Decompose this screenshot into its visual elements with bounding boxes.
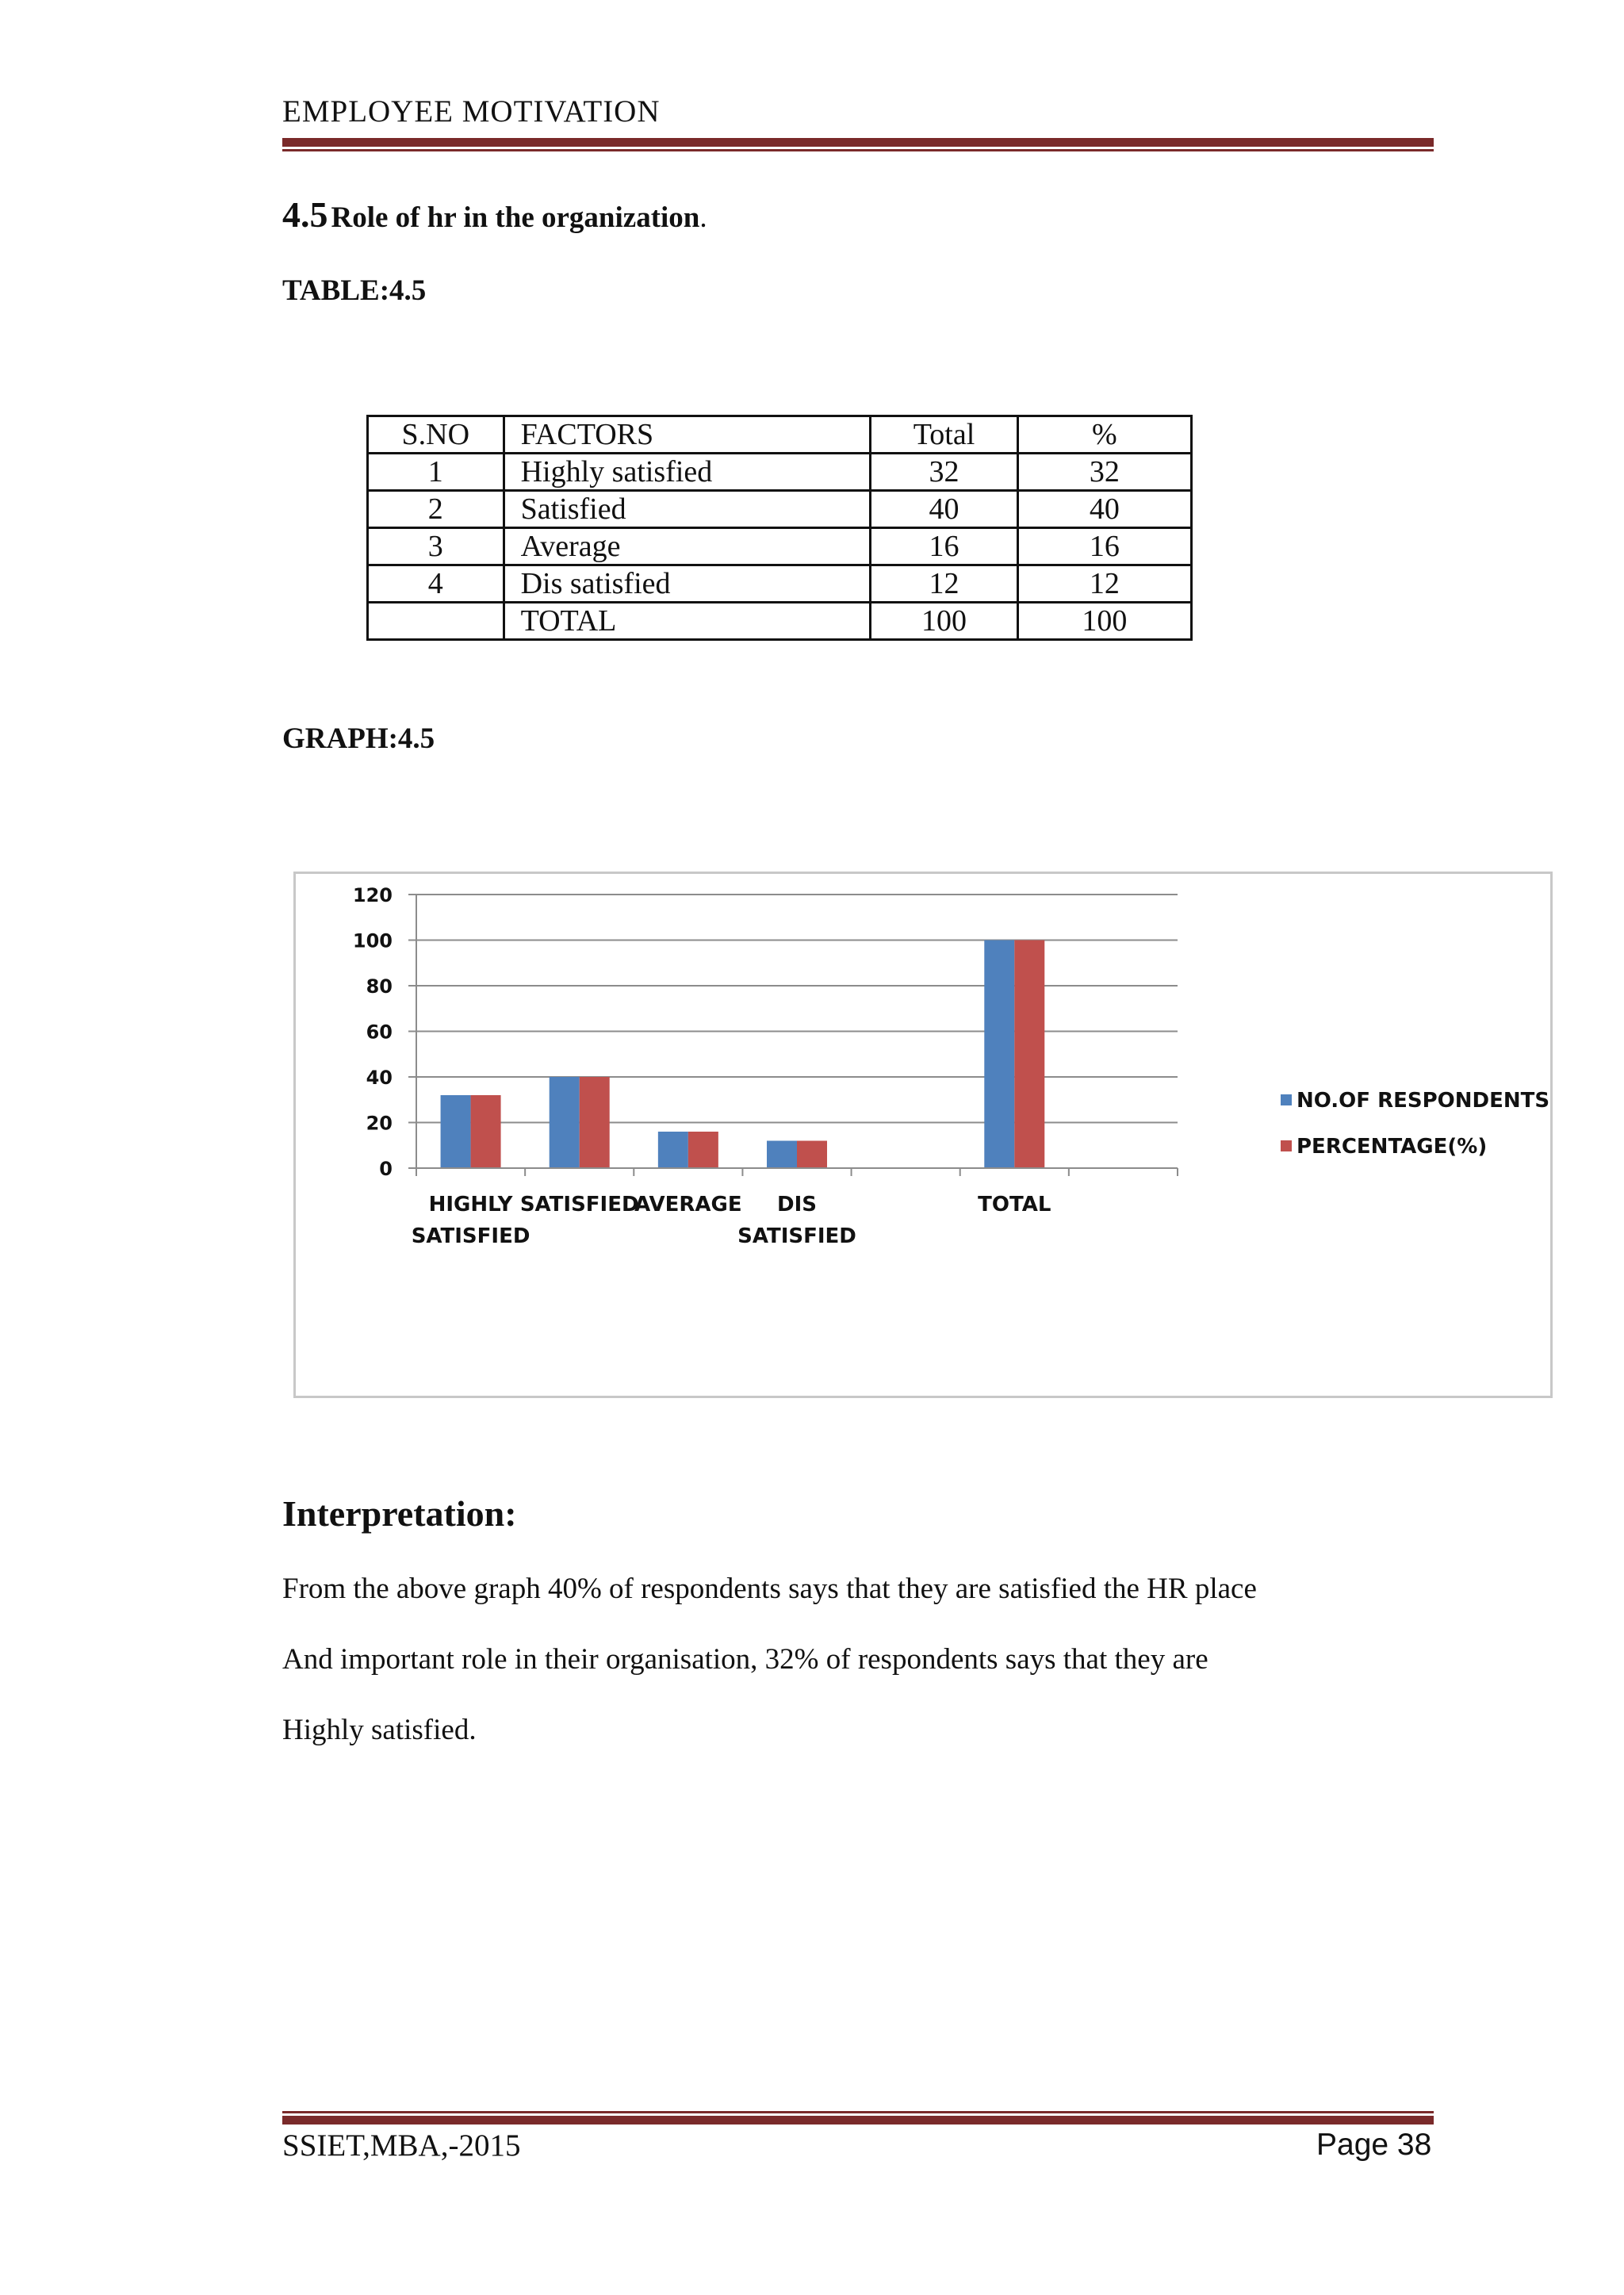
bar-respondents bbox=[441, 1095, 471, 1168]
y-tick-label: 40 bbox=[366, 1067, 393, 1089]
section-heading bbox=[282, 193, 707, 236]
legend-label: NO.OF RESPONDENTS bbox=[1297, 1089, 1550, 1113]
table-cell: Highly satisfied bbox=[504, 454, 871, 491]
bar-chart bbox=[296, 874, 1550, 1396]
x-tick-label: SATISFIED bbox=[411, 1224, 530, 1248]
bar-respondents bbox=[984, 941, 1014, 1169]
interpretation-line: And important role in their organisation, 32% of respondents says that they are bbox=[282, 1643, 1208, 1676]
bar-percentage bbox=[688, 1132, 718, 1168]
table-cell: 1 bbox=[368, 454, 504, 491]
table-cell: Average bbox=[504, 528, 871, 565]
section-number: 4.5 bbox=[282, 194, 328, 235]
y-tick-label: 120 bbox=[352, 884, 393, 906]
table-row bbox=[368, 528, 1192, 565]
chart-container bbox=[293, 872, 1553, 1398]
y-tick-label: 60 bbox=[366, 1021, 393, 1044]
bar-percentage bbox=[580, 1077, 610, 1168]
table-row bbox=[368, 491, 1192, 528]
x-tick-label: SATISFIED bbox=[519, 1193, 639, 1216]
table-header-cell: % bbox=[1017, 416, 1191, 454]
table-cell: 12 bbox=[1017, 565, 1191, 603]
section-title-end: . bbox=[699, 201, 707, 234]
table-cell: 16 bbox=[871, 528, 1017, 565]
table-label: TABLE:4.5 bbox=[282, 274, 427, 307]
bar-percentage bbox=[471, 1095, 501, 1168]
bar-percentage bbox=[797, 1141, 827, 1169]
header-title: EMPLOYEE MOTIVATION bbox=[282, 94, 661, 128]
x-tick-label: HIGHLY bbox=[428, 1193, 513, 1216]
header-rule bbox=[282, 138, 1434, 151]
y-tick-label: 20 bbox=[366, 1112, 393, 1135]
bar-respondents bbox=[550, 1077, 580, 1168]
table-cell: 32 bbox=[1017, 454, 1191, 491]
page-number: Page 38 bbox=[1316, 2128, 1432, 2162]
x-tick-label: DIS bbox=[777, 1193, 817, 1216]
table-cell: 3 bbox=[368, 528, 504, 565]
y-tick-label: 80 bbox=[366, 975, 393, 998]
interpretation-title: Interpretation: bbox=[282, 1493, 517, 1534]
table-row bbox=[368, 454, 1192, 491]
table-cell: Dis satisfied bbox=[504, 565, 871, 603]
table-row bbox=[368, 565, 1192, 603]
x-tick-label: SATISFIED bbox=[737, 1224, 856, 1248]
x-tick-label: AVERAGE bbox=[634, 1193, 742, 1216]
y-tick-label: 0 bbox=[379, 1158, 393, 1180]
table-cell: 32 bbox=[871, 454, 1017, 491]
table-cell: 100 bbox=[1017, 603, 1191, 640]
interpretation-line: Highly satisfied. bbox=[282, 1714, 477, 1746]
table-header-cell: FACTORS bbox=[504, 416, 871, 454]
table-cell bbox=[368, 603, 504, 640]
y-tick-label: 100 bbox=[352, 929, 393, 952]
table-cell: 12 bbox=[871, 565, 1017, 603]
table-cell: 16 bbox=[1017, 528, 1191, 565]
legend-swatch bbox=[1281, 1094, 1292, 1105]
table-cell: Satisfied bbox=[504, 491, 871, 528]
table-header-row bbox=[368, 416, 1192, 454]
table-cell: 40 bbox=[1017, 491, 1191, 528]
x-tick-label: TOTAL bbox=[978, 1193, 1051, 1216]
section-title: Role of hr in the organization bbox=[331, 201, 700, 234]
table-total-row bbox=[368, 603, 1192, 640]
legend-label: PERCENTAGE(%) bbox=[1297, 1135, 1488, 1159]
table-cell: 4 bbox=[368, 565, 504, 603]
table-cell: 2 bbox=[368, 491, 504, 528]
bar-percentage bbox=[1014, 941, 1044, 1169]
bar-respondents bbox=[767, 1141, 797, 1169]
data-table bbox=[366, 415, 1193, 641]
footer-left-text: SSIET,MBA,-2015 bbox=[282, 2128, 521, 2163]
table-cell: 40 bbox=[871, 491, 1017, 528]
footer-rule bbox=[282, 2111, 1434, 2125]
table-cell: 100 bbox=[871, 603, 1017, 640]
table-header-cell: S.NO bbox=[368, 416, 504, 454]
legend-swatch bbox=[1281, 1140, 1292, 1151]
graph-label: GRAPH:4.5 bbox=[282, 722, 435, 755]
table-cell: TOTAL bbox=[504, 603, 871, 640]
table-header-cell: Total bbox=[871, 416, 1017, 454]
bar-respondents bbox=[658, 1132, 688, 1168]
interpretation-line: From the above graph 40% of respondents says that they are satisfied the HR place bbox=[282, 1573, 1257, 1605]
